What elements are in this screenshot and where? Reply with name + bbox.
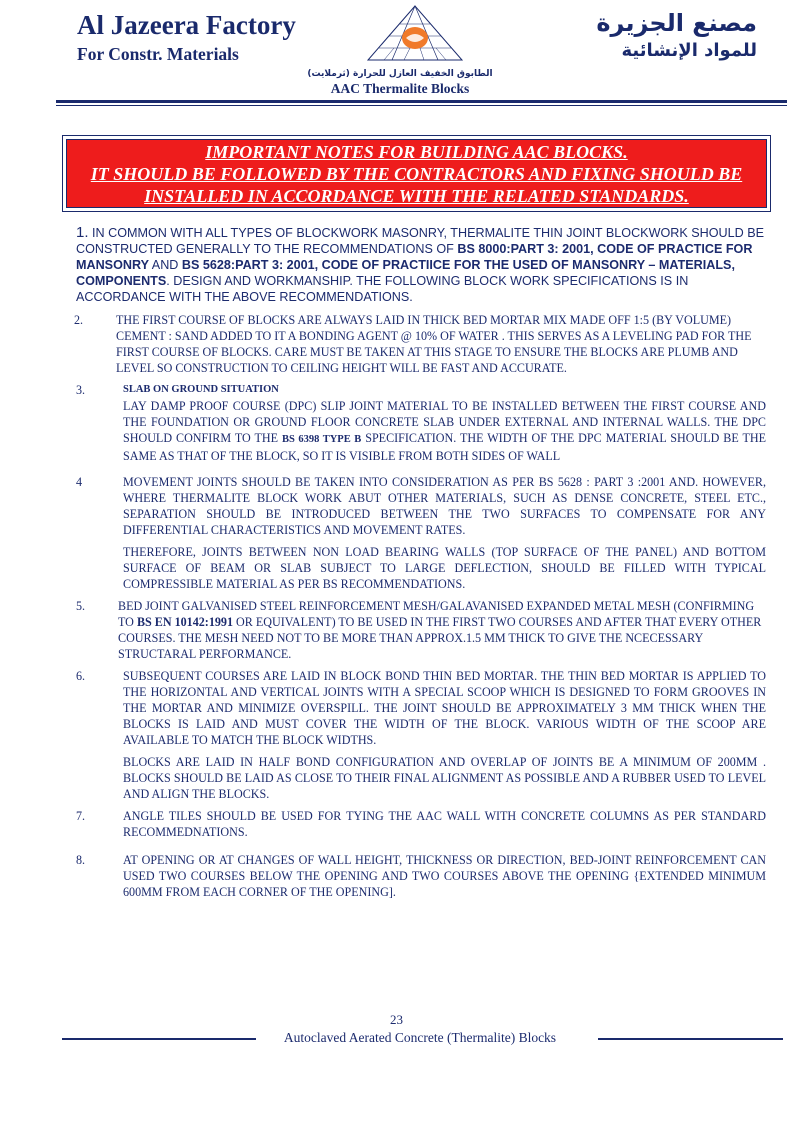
note-1 [76,225,766,305]
pyramid-logo-icon [364,4,466,68]
note-1-number: 1. [76,224,89,241]
note-3-standard: BS 6398 TYPE B [281,434,362,445]
note-5-text-c: OR EQUIVALENT) TO BE USED IN THE FIRST TWO COURSES AND AFTER THAT EVERY OTHER COURSES. THE MESH NEED NOT TO BE MORE THAN APPROX.1.5 MM THICK TO GIVE THE NCECESSARY STRUCTARAL PERFORMANCE. [118,615,762,661]
note-3-number: 3. [76,383,86,397]
note-4-paragraph-1: MOVEMENT JOINTS SHOULD BE TAKEN INTO CONSIDERATION AS PER BS 5628 : PART 3 :2001 AND. HOWEVER, WHERE THERMALITE BLOCK WORK ABUT OTHER MATERIALS, SUCH AS DENSE CONCRETE, STEEL ETC., SEPARATION SHOULD BE INTRODUCED BETWEEN THE TWO SURFACES TO COMPENSATE FOR ANY DIFFERENTIAL CHARACTERISTICS AND MOVEMENT RATES. [123,475,766,537]
note-6-number: 6. [76,669,86,683]
note-5 [76,598,766,662]
note-5-standard: BS EN 10142:1991 [136,615,234,629]
note-1-text-d: . DESIGN AND WORKMANSHIP. THE FOLLOWING BLOCK WORK SPECIFICATIONS IS IN ACCORDANCE WITH THE ABOVE RECOMMENDATIONS. [76,274,689,304]
note-3 [76,382,766,464]
banner-line-1: IMPORTANT NOTES FOR BUILDING AAC BLOCKS. [205,141,628,162]
company-name-en [77,10,296,66]
company-subtitle: For Constr. Materials [77,44,239,64]
footer-divider-right [598,1038,783,1040]
footer-title: Autoclaved Aerated Concrete (Thermalite) Blocks [283,1030,557,1045]
note-6-paragraph-1: SUBSEQUENT COURSES ARE LAID IN BLOCK BOND THIN BED MORTAR. THE THIN BED MORTAR IS APPLIED TO THE HORIZONTAL AND VERTICAL JOINTS WITH A SPECIAL SCOOP WHICH IS DESIGNED TO FORM GROOVES IN THE MORTAR AND MINIMIZE OVERSPILL. THE JOINT SHOULD BE APPROXIMATELY 3 MM THICK WHEN THE BLOCKS IS LAID AND MUST COVER THE WIDTH OF THE BLOCK. VARIOUS WIDTH OF THE SCOOP ARE AVAILABLE TO MATCH THE BLOCK WIDTHS. [123,669,766,747]
note-1-text-a: IN COMMON WITH ALL TYPES OF BLOCKWORK MASONRY, THERMALITE THIN JOINT BLOCKWORK SHOULD BE CONSTRUCTED GENERALLY TO THE RECOMMENDATIONS OF [76,226,765,256]
note-5-text [118,598,766,662]
product-name-en: AAC Thermalite Blocks [330,81,470,96]
company-title: Al Jazeera Factory [77,10,296,40]
note-1-text-c: AND [149,258,182,272]
company-title-ar: مصنع الجزيرة [596,9,757,37]
note-2-text: THE FIRST COURSE OF BLOCKS ARE ALWAYS LAID IN THICK BED MORTAR MIX MADE OFF 1:5 (BY VOLUME) CEMENT : SAND ADDED TO IT A BONDING AGENT @ 10% OF WATER . THIS SERVES AS A LEVELING PAD FOR THE FIRST COURSE OF BLOCKS. CARE MUST BE TAKEN AT THIS STAGE TO ENSURE THE BLOCKS ARE PLUMB AND LEVEL SO CONSTRUCTION TO CEILING HEIGHT WILL BE FAST AND ACCURATE. [116,313,752,375]
note-7-text: ANGLE TILES SHOULD BE USED FOR TYING THE AAC WALL WITH CONCRETE COLUMNS AS PER STANDARD RECOMMEDNATIONS. [123,809,766,839]
notice-banner [62,135,771,212]
company-name-ar [596,8,757,64]
note-2 [74,312,766,376]
note-3-text [123,398,766,464]
note-6-paragraph-2: BLOCKS ARE LAID IN HALF BOND CONFIGURATION AND OVERLAP OF JOINTS BE A MINIMUM OF 200MM . BLOCKS SHOULD BE LAID AS CLOSE TO THEIR FINAL ALIGNMENT AS POSSIBLE AND A RUBBER USED TO LEVEL AND ALIGN THE BLOCKS. [123,755,766,801]
note-1-standard-1: BS 8000:PART 3: 2001, CODE OF PRACTICE FOR MANSONRY [76,242,753,272]
header-divider [56,100,787,103]
banner-line-2: IT SHOULD BE FOLLOWED BY THE CONTRACTORS AND FIXING SHOULD BE [90,163,743,184]
product-name-ar: الطابوق الخفيف العازل للحرارة (ثرملايت) [307,69,493,79]
note-4-number: 4 [76,475,83,489]
notice-banner-inner [66,139,767,208]
note-3-body [123,382,766,464]
note-8 [76,852,766,900]
note-6-body [123,668,766,802]
note-6 [76,668,766,802]
note-4 [76,474,766,592]
note-1-standard-2: BS 5628:PART 3: 2001, CODE OF PRACTIICE FOR THE USED OF MANSONRY – MATERIALS, COMPONENTS [76,258,735,288]
page-number: 23 [390,1012,403,1027]
company-subtitle-ar: للمواد الإنشائية [621,40,757,61]
note-7 [76,808,766,840]
note-4-body [123,474,766,592]
note-8-text: AT OPENING OR AT CHANGES OF WALL HEIGHT, THICKNESS OR DIRECTION, BED-JOINT REINFORCEMENT CAN USED TWO COURSES BELOW THE OPENING AND TWO COURSES ABOVE THE OPENING {EXTENDED MINIMUM 600MM FROM EACH CORNER OF THE OPENING]. [123,853,766,899]
note-3-text-c: SPECIFICATION. THE WIDTH OF THE DPC MATERIAL SHOULD BE THE SAME AS THAT OF THE BLOCK, SO IT IS VISIBLE FROM BOTH SIDES OF WALL [123,431,766,463]
note-3-text-a: LAY DAMP PROOF COURSE (DPC) SLIP JOINT MATERIAL TO BE INSTALLED BETWEEN THE FIRST COURSE AND THE FOUNDATION OR GROUND FLOOR CONCRETE SLAB UNDER EXTERNAL AND INTERNAL WALLS. THE DPC SHOULD CONFIRM TO THE [123,399,766,445]
footer-divider-left [62,1038,256,1040]
note-8-number: 8. [76,853,86,867]
notes-list [76,225,766,905]
banner-line-3: INSTALLED IN ACCORDANCE WITH THE RELATED STANDARDS. [144,185,689,206]
note-5-number: 5. [76,599,86,613]
note-5-text-a: BED JOINT GALVANISED STEEL REINFORCEMENT MESH/GALAVANISED EXPANDED METAL MESH (CONFIRMING TO [118,599,755,629]
header-divider-thin [56,105,787,106]
note-4-paragraph-2: THEREFORE, JOINTS BETWEEN NON LOAD BEARING WALLS (TOP SURFACE OF THE PANEL) AND BOTTOM SURFACE OF BEAM OR SLAB SUBJECT TO LARGE DEFLECTION, SHOULD BE FILLED WITH TYPICAL COMPRESSIBLE MATERIAL AS PER BS RECOMMENDATIONS. [123,545,766,591]
note-3-heading: SLAB ON GROUND SITUATION [123,384,279,395]
note-7-number: 7. [76,809,86,823]
note-2-number: 2. [74,313,84,327]
